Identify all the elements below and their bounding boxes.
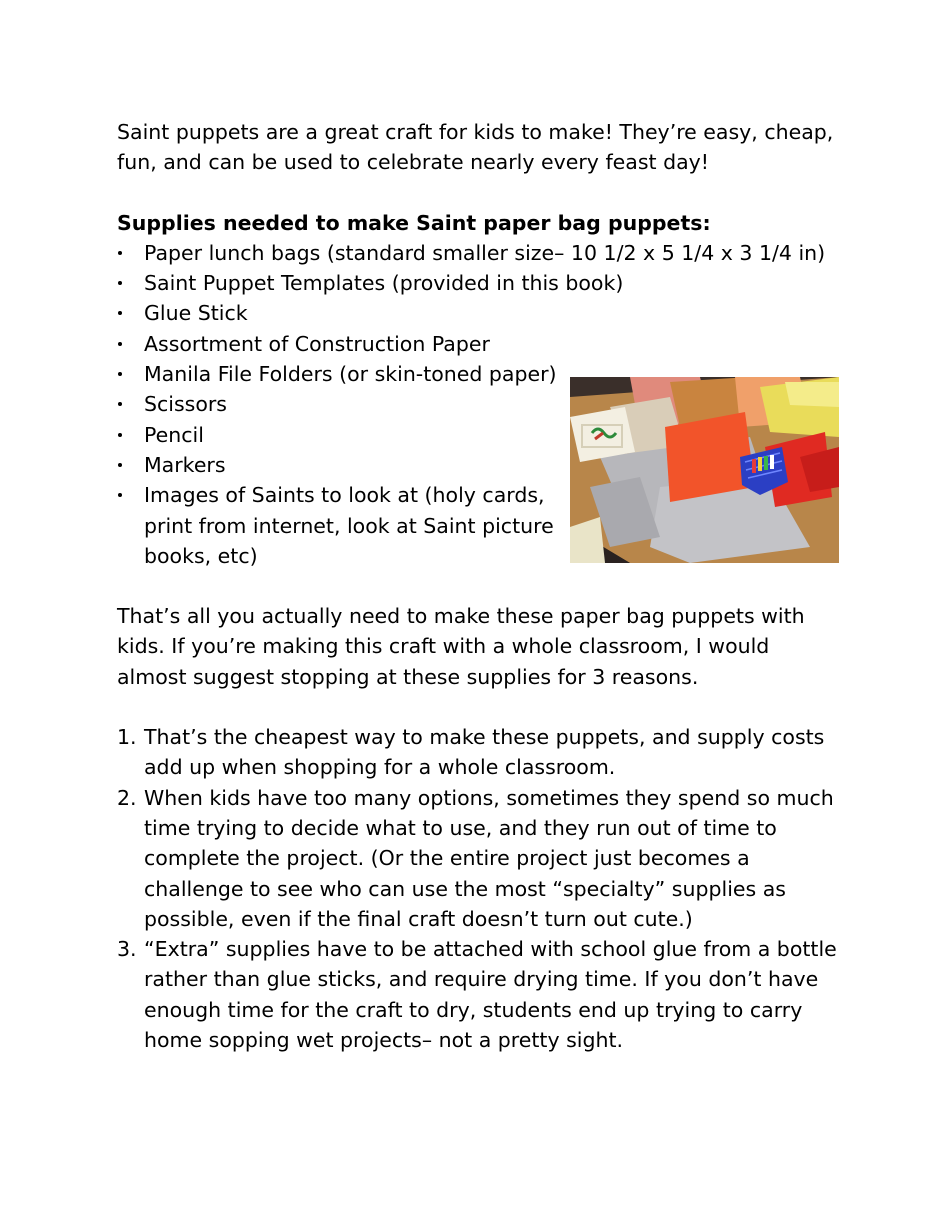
- list-item: [117, 783, 837, 934]
- list-item-text: When kids have too many options, sometimes they spend so much time trying to decide what to use, and they run out of time to complete the project. (Or the entire project just becomes a challenge to see who can use the most “specialty” supplies as possible, even if the final craft doesn’t turn out cute.): [144, 785, 834, 931]
- list-item: Pencil: [117, 420, 837, 450]
- reasons-list: [117, 722, 837, 1055]
- list-item: [117, 722, 837, 783]
- list-item: Saint Puppet Templates (provided in this book): [117, 268, 837, 298]
- list-item-text: “Extra” supplies have to be attached with school glue from a bottle rather than glue sticks, and require drying time. If you don’t have enough time for the craft to dry, students end up trying to carry home sopping wet projects– not a pretty sight.: [144, 937, 837, 1053]
- list-item: Assortment of Construction Paper: [117, 329, 837, 359]
- explanation-paragraph: That’s all you actually need to make these paper bag puppets with kids. If you’re making this craft with a whole classroom, I would almost suggest stopping at these supplies for 3 reasons.: [117, 604, 805, 689]
- craft-table-illustration: [570, 377, 839, 563]
- list-item: Paper lunch bags (standard smaller size– 10 1/2 x 5 1/4 x 3 1/4 in): [117, 238, 837, 268]
- list-item: [117, 934, 837, 1055]
- list-number: 1.: [117, 725, 137, 750]
- list-item: Manila File Folders (or skin-toned paper): [117, 359, 837, 389]
- intro-paragraph: Saint puppets are a great craft for kids to make! They’re easy, cheap, fun, and can be used to celebrate nearly every feast day!: [117, 120, 834, 175]
- list-number: 2.: [117, 785, 137, 810]
- list-item-text: That’s the cheapest way to make these puppets, and supply costs add up when shopping for a whole classroom.: [144, 725, 825, 780]
- document-page: [117, 117, 837, 1055]
- supplies-heading: Supplies needed to make Saint paper bag puppets:: [117, 210, 711, 235]
- list-number: 3.: [117, 937, 137, 962]
- list-item: Scissors: [117, 389, 837, 419]
- craft-supplies-photo: [570, 377, 839, 563]
- list-item: Glue Stick: [117, 298, 837, 328]
- list-item: Markers: [117, 450, 837, 480]
- list-item: Images of Saints to look at (holy cards, print from internet, look at Saint picture books, etc): [117, 480, 564, 571]
